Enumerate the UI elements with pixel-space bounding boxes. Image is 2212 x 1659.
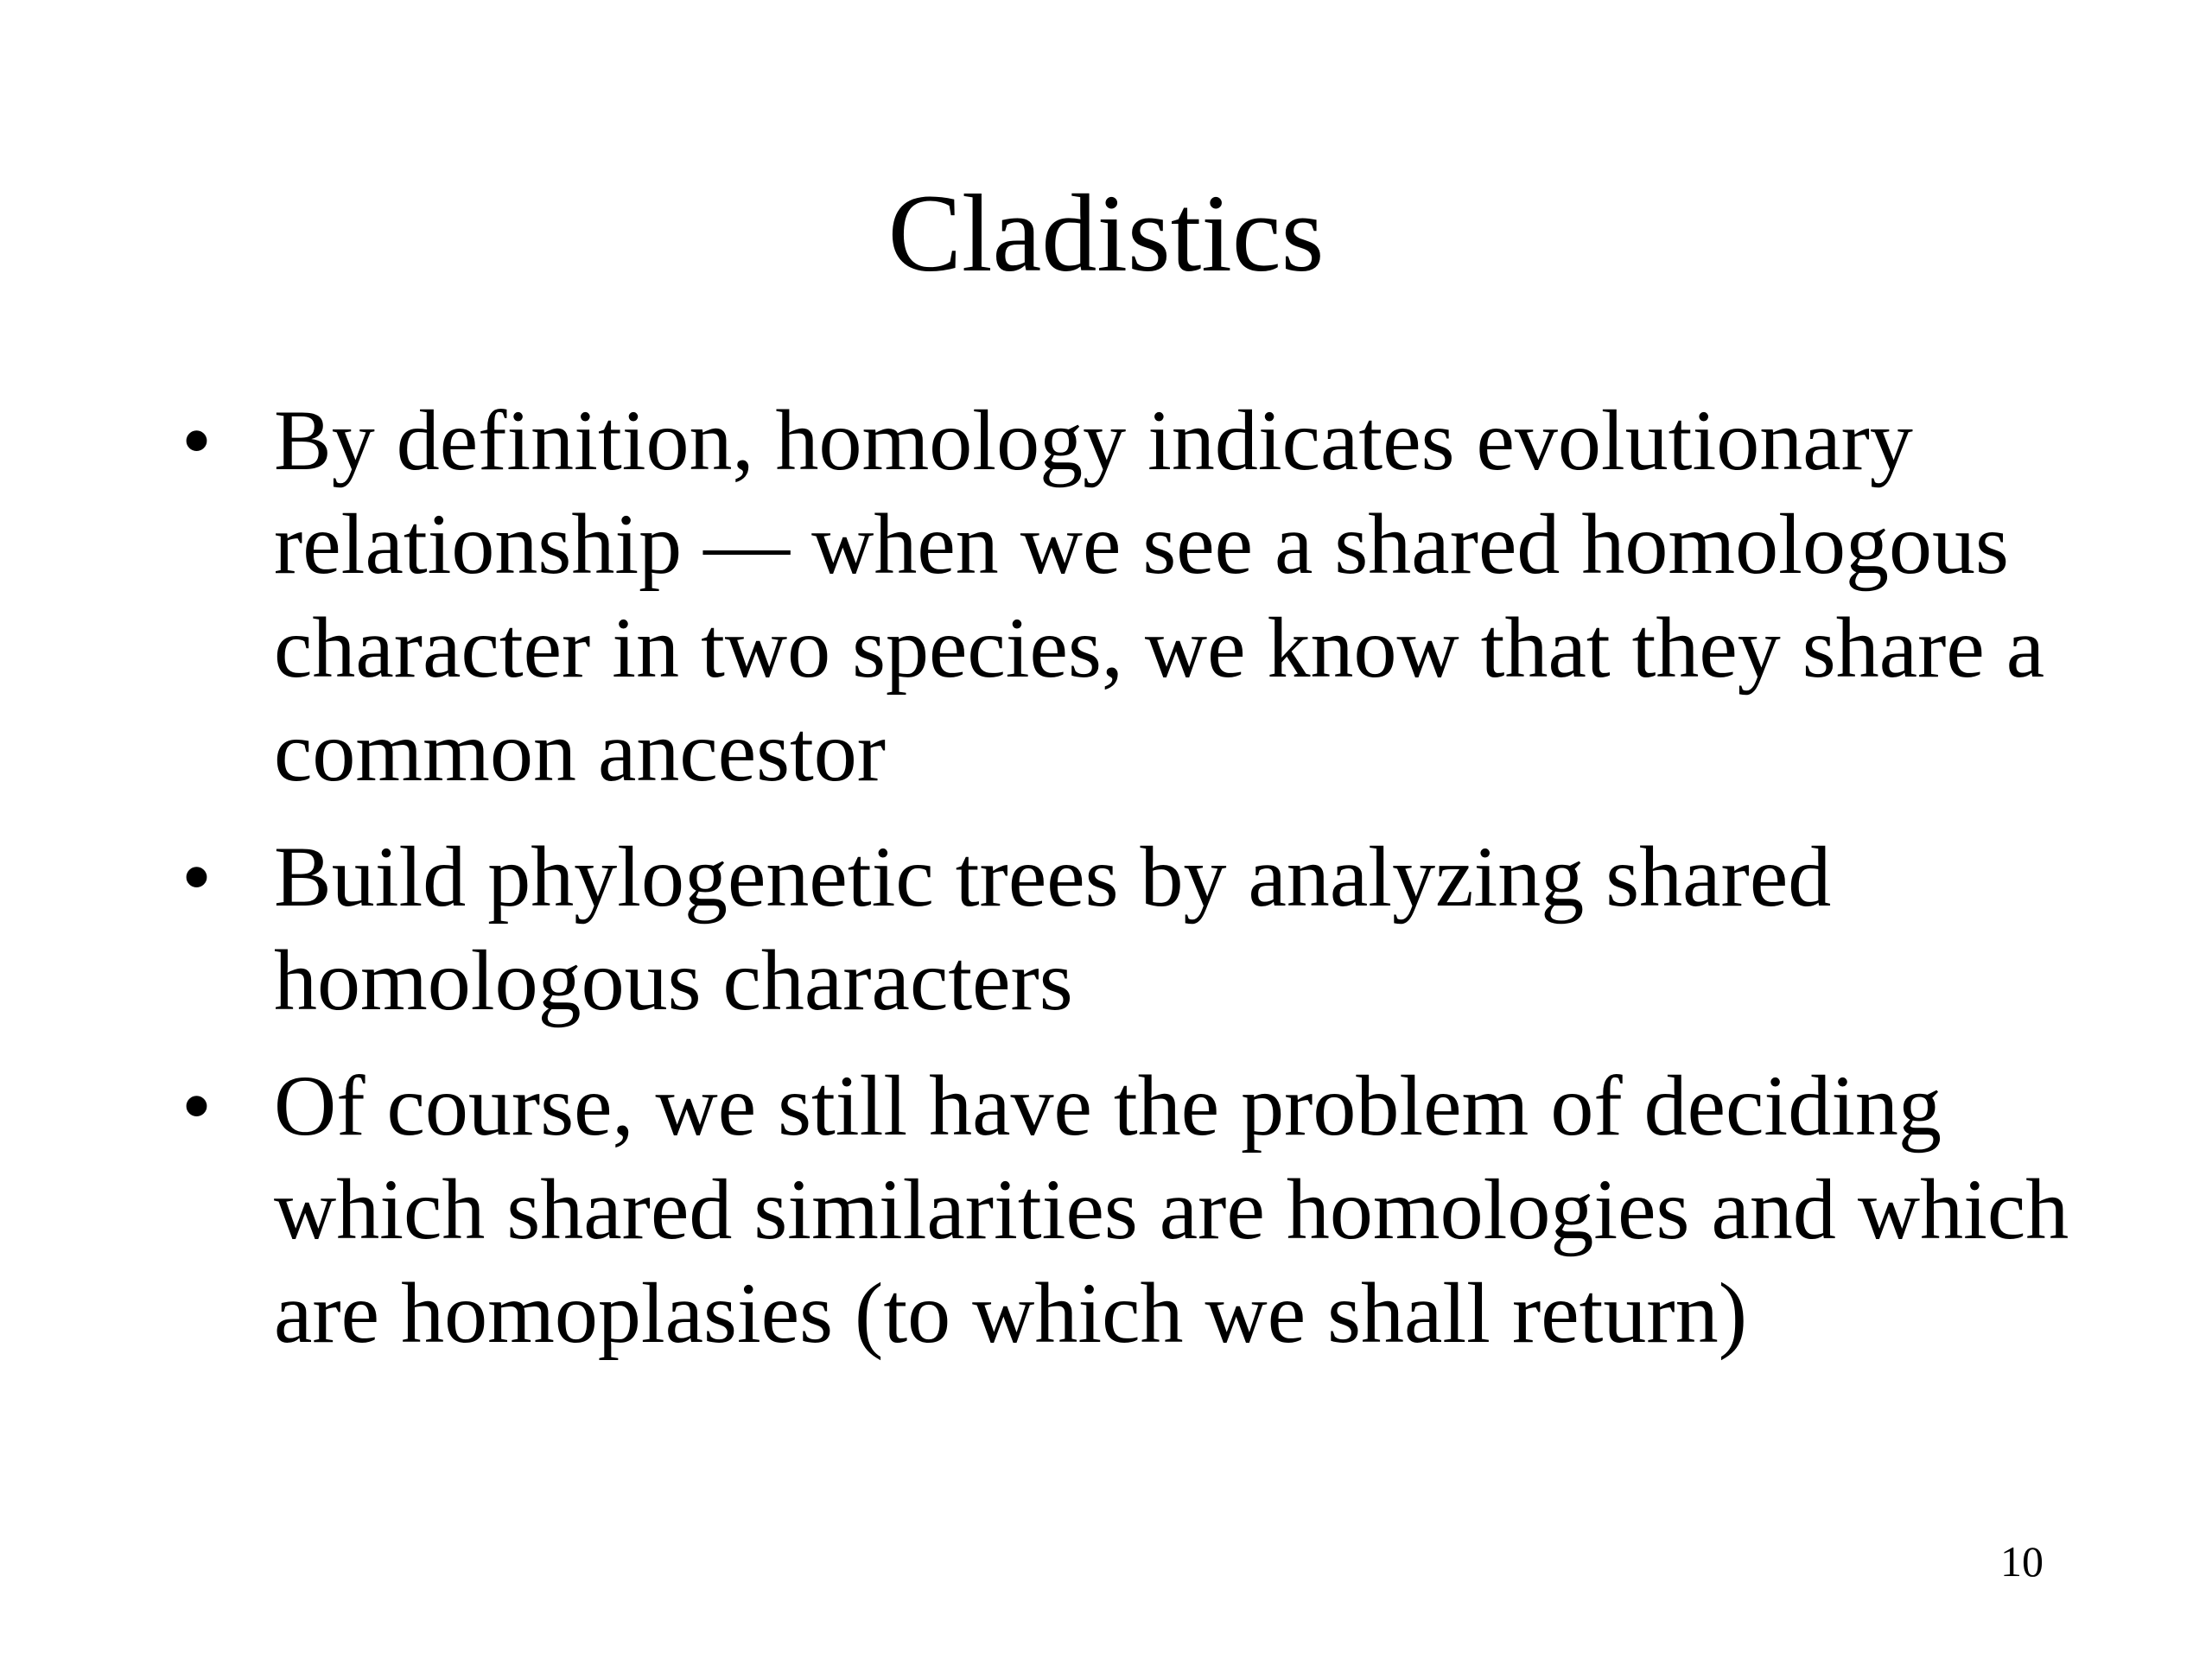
bullet-text: Build phylogenetic trees by analyzing shared homologous characters — [274, 829, 1832, 1028]
bullet-icon: • — [181, 392, 213, 488]
bullet-list — [181, 389, 2082, 1365]
bullet-text: Of course, we still have the problem of deciding which shared similarities are homologies and which are homoplasies (to which we shall return) — [274, 1058, 2069, 1361]
slide-number: 10 — [2000, 1537, 2044, 1586]
bullet-item — [181, 1054, 2082, 1365]
bullet-item — [181, 389, 2082, 804]
bullet-item — [181, 825, 2082, 1033]
bullet-icon: • — [181, 1058, 213, 1154]
slide-title: Cladistics — [887, 172, 1325, 295]
bullet-icon: • — [181, 829, 213, 925]
bullet-text: By definition, homology indicates evolutionary relationship — when we see a shared homologous character in two species, we know that they share a common ancestor — [274, 392, 2045, 799]
